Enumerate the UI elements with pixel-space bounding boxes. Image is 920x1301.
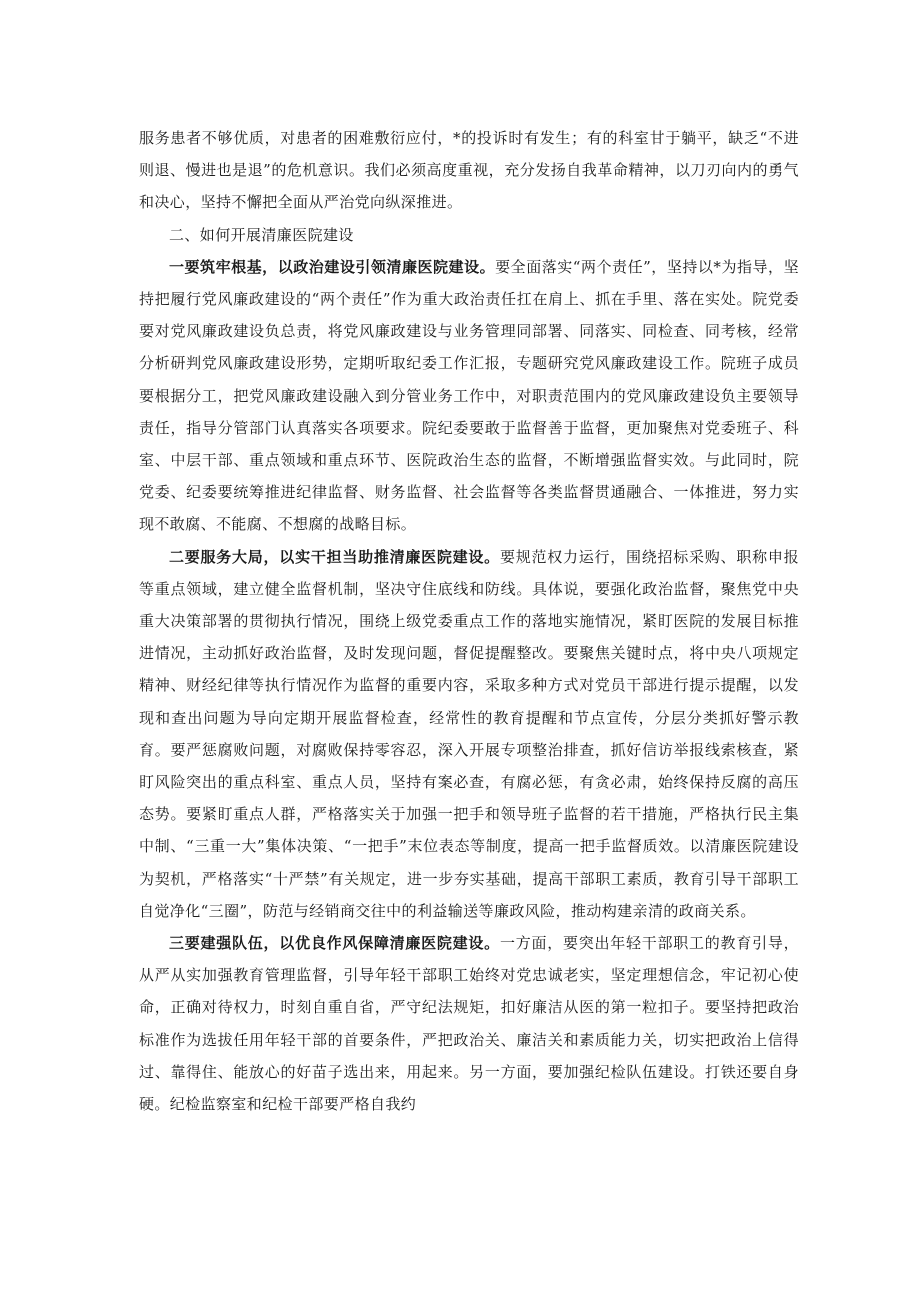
paragraph-1	[139, 251, 799, 541]
paragraph-lead: 一要筑牢根基，以政治建设引领清廉医院建设。	[169, 257, 496, 276]
paragraph-text: 要全面落实“两个责任”，坚持以*为指导，坚持把履行党风廉政建设的“两个责任”作为重大政治责任扛在肩上、抓在手里、落在实处。院党委要对党风廉政建设负总责，将党风廉政建设与业务管理同部署、同落实、同检查、同考核，经常分析研判党风廉政建设形势，定期听取纪委工作汇报，专题研究党风廉政建设工作。院班子成员要根据分工，把党风廉政建设融入到分管业务工作中，对职责范围内的党风廉政建设负主要领导责任，指导分管部门认真落实各项要求。院纪委要敢于监督善于监督，更加聚焦对党委班子、科室、中层干部、重点领域和重点环节、医院政治生态的监督，不断增强监督实效。与此同时，院党委、纪委要统筹推进纪律监督、财务监督、社会监督等各类监督贯通融合、一体推进，努力实现不敢腐、不能腐、不想腐的战略目标。	[139, 257, 799, 534]
document-body	[139, 122, 799, 1120]
paragraph-text: 要规范权力运行，围绕招标采购、职称申报等重点领域，建立健全监督机制，坚决守住底线和防线。具体说，要强化政治监督，聚焦党中央重大决策部署的贯彻执行情况，围绕上级党委重点工作的落地实施情况，紧盯医院的发展目标推进情况，主动抓好政治监督，及时发现问题，督促提醒整改。要聚焦关键时点，将中央八项规定精神、财经纪律等执行情况作为监督的重要内容，采取多种方式对党员干部进行提示提醒，以发现和查出问题为导向定期开展监督检查，经常性的教育提醒和节点宣传，分层分类抓好警示教育。要严惩腐败问题，对腐败保持零容忍，深入开展专项整治排查，抓好信访举报线索核查，紧盯风险突出的重点科室、重点人员，坚持有案必查，有腐必惩，有贪必肃，始终保持反腐的高压态势。要紧盯重点人群，严格落实关于加强一把手和领导班子监督的若干措施，严格执行民主集中制、“三重一大”集体决策、“一把手”末位表态等制度，提高一把手监督质效。以清廉医院建设为契机，严格落实“十严禁”有关规定，进一步夯实基础，提高干部职工素质，教育引导干部职工自觉净化“三圈”，防范与经销商交往中的利益输送等廉政风险，推动构建亲清的政商关系。	[139, 547, 799, 920]
paragraph-text: 一方面，要突出年轻干部职工的教育引导，从严从实加强教育管理监督，引导年轻干部职工始终对党忠诚老实，坚定理想信念，牢记初心使命，正确对待权力，时刻自重自省，严守纪法规矩，扣好廉洁从医的第一粒扣子。要坚持把政治标准作为选拔任用年轻干部的首要条件，严把政治关、廉洁关和素质能力关，切实把政治上信得过、靠得住、能放心的好苗子选出来，用起来。另一方面，要加强纪检队伍建设。打铁还要自身硬。纪检监察室和纪检干部要严格自我约	[139, 934, 799, 1114]
paragraph-2	[139, 541, 799, 927]
paragraph-lead: 二要服务大局，以实干担当助推清廉医院建设。	[169, 547, 500, 566]
section-heading-text: 二、如何开展清廉医院建设	[169, 225, 354, 244]
paragraph-lead: 三要建强队伍，以优良作风保障清廉医院建设。	[169, 934, 500, 953]
paragraph-3	[139, 927, 799, 1120]
paragraph-continuation	[139, 122, 799, 219]
paragraph-text: 服务患者不够优质，对患者的困难敷衍应付，*的投诉时有发生；有的科室甘于躺平，缺乏“不进则退、慢进也是退”的危机意识。我们必须高度重视，充分发扬自我革命精神，以刀刃向内的勇气和决心，坚持不懈把全面从严治党向纵深推进。	[139, 129, 799, 212]
section-heading	[139, 219, 799, 251]
